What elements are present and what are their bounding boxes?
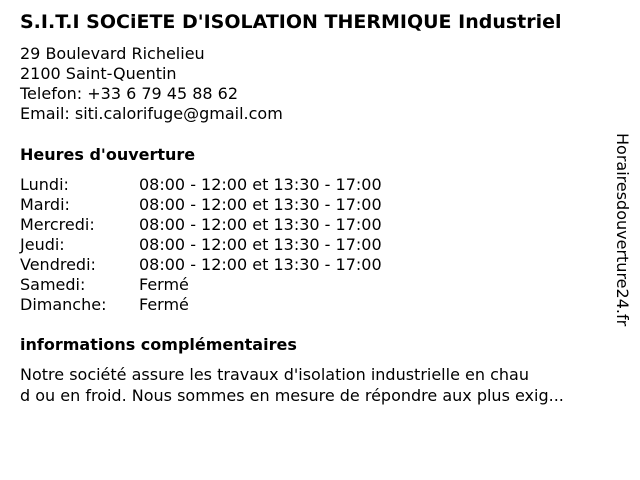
email-address: Email: siti.calorifuge@gmail.com bbox=[20, 104, 283, 123]
business-name: S.I.T.I SOCiETE D'ISOLATION THERMIQUE Industriel bbox=[20, 11, 562, 33]
address-city: 2100 Saint-Quentin bbox=[20, 64, 177, 83]
additional-info-text bbox=[20, 364, 575, 406]
hours-row-wednesday bbox=[20, 215, 382, 235]
day-hours: 08:00 - 12:00 et 13:30 - 17:00 bbox=[139, 255, 382, 274]
day-label: Mardi: bbox=[20, 195, 70, 214]
day-label: Mercredi: bbox=[20, 215, 95, 234]
hours-row-tuesday bbox=[20, 195, 382, 215]
day-hours: 08:00 - 12:00 et 13:30 - 17:00 bbox=[139, 215, 382, 234]
day-hours: 08:00 - 12:00 et 13:30 - 17:00 bbox=[139, 175, 382, 194]
day-label: Lundi: bbox=[20, 175, 69, 194]
site-watermark bbox=[612, 133, 632, 353]
info-line-2: d ou en froid. Nous sommes en mesure de répondre aux plus exig... bbox=[20, 386, 564, 405]
day-label: Dimanche: bbox=[20, 295, 107, 314]
hours-row-saturday bbox=[20, 275, 382, 295]
day-label: Vendredi: bbox=[20, 255, 96, 274]
additional-info-heading: informations complémentaires bbox=[20, 335, 297, 354]
hours-row-thursday bbox=[20, 235, 382, 255]
hours-row-monday bbox=[20, 175, 382, 195]
opening-hours-table bbox=[20, 175, 382, 315]
address-street: 29 Boulevard Richelieu bbox=[20, 44, 205, 63]
contact-block bbox=[20, 44, 283, 124]
hours-row-sunday bbox=[20, 295, 382, 315]
day-hours: Fermé bbox=[139, 275, 189, 294]
day-hours: 08:00 - 12:00 et 13:30 - 17:00 bbox=[139, 195, 382, 214]
day-hours: 08:00 - 12:00 et 13:30 - 17:00 bbox=[139, 235, 382, 254]
info-line-1: Notre société assure les travaux d'isolation industrielle en chau bbox=[20, 365, 529, 384]
day-hours: Fermé bbox=[139, 295, 189, 314]
watermark-text: Horairesdouverture24.fr bbox=[613, 133, 632, 327]
day-label: Samedi: bbox=[20, 275, 86, 294]
day-label: Jeudi: bbox=[20, 235, 65, 254]
opening-hours-heading: Heures d'ouverture bbox=[20, 145, 196, 164]
phone-number: Telefon: +33 6 79 45 88 62 bbox=[20, 84, 239, 103]
hours-row-friday bbox=[20, 255, 382, 275]
